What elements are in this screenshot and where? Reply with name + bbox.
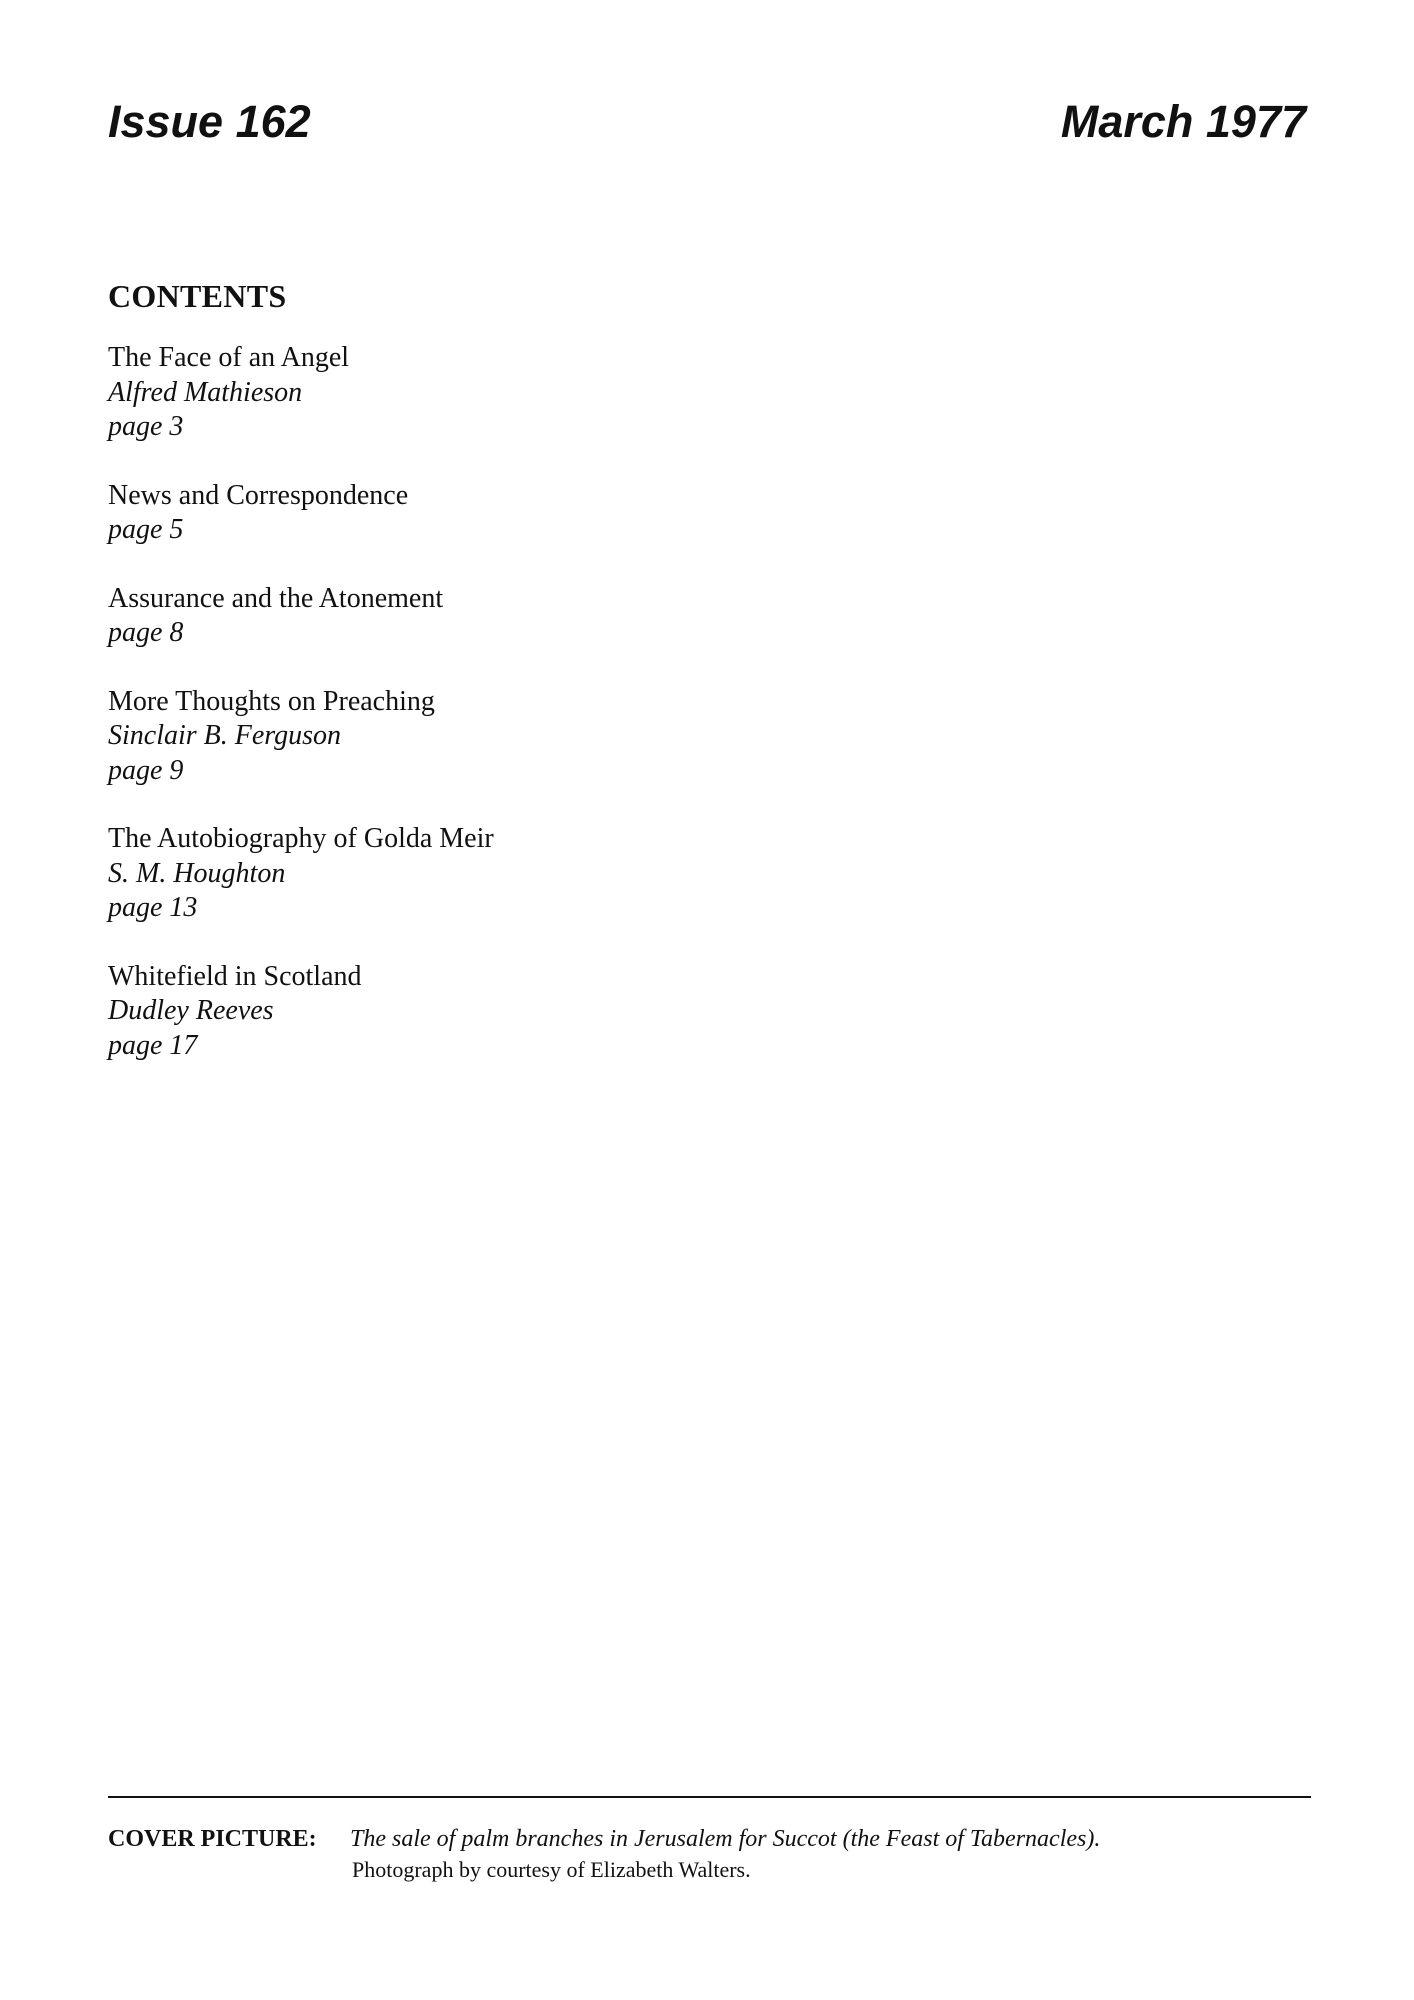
masthead <box>108 92 1306 152</box>
contents-heading: CONTENTS <box>108 278 287 314</box>
entry-page: page 5 <box>108 514 184 545</box>
entry-author: Alfred Mathieson <box>108 376 303 408</box>
entry-title: The Autobiography of Golda Meir <box>108 823 494 854</box>
entry-page: page 17 <box>108 1029 198 1061</box>
entry-title: Assurance and the Atonement <box>108 582 444 614</box>
entry-title: Whitefield in Scotland <box>108 960 362 992</box>
entry-author: Sinclair B. Ferguson <box>108 720 342 751</box>
contents-entry <box>108 582 1008 651</box>
entry-title: More Thoughts on Preaching <box>108 685 435 717</box>
contents-entry <box>108 685 1008 789</box>
entry-author: S. M. Houghton <box>108 857 286 889</box>
contents-entry <box>108 960 1008 1064</box>
entry-title: News and Correspondence <box>108 479 409 511</box>
issue-date: March 1977 <box>1060 96 1306 147</box>
contents-section <box>108 275 1008 1097</box>
entry-page: page 8 <box>108 617 184 648</box>
issue-number: Issue 162 <box>108 96 311 147</box>
entry-author: Dudley Reeves <box>108 995 274 1026</box>
contents-entry <box>108 479 1008 548</box>
entry-page: page 3 <box>108 411 184 442</box>
divider-rule <box>108 1796 1311 1798</box>
entry-page: page 9 <box>108 754 184 786</box>
contents-entry <box>108 341 1008 445</box>
cover-credit: Photograph by courtesy of Elizabeth Walters. <box>352 1857 751 1882</box>
entry-page: page 13 <box>108 892 198 923</box>
entry-title: The Face of an Angel <box>108 342 350 373</box>
cover-label: COVER PICTURE: <box>108 1826 317 1852</box>
contents-entry <box>108 822 1008 926</box>
cover-caption: The sale of palm branches in Jerusalem for Succot (the Feast of Tabernacles). <box>350 1826 1101 1852</box>
